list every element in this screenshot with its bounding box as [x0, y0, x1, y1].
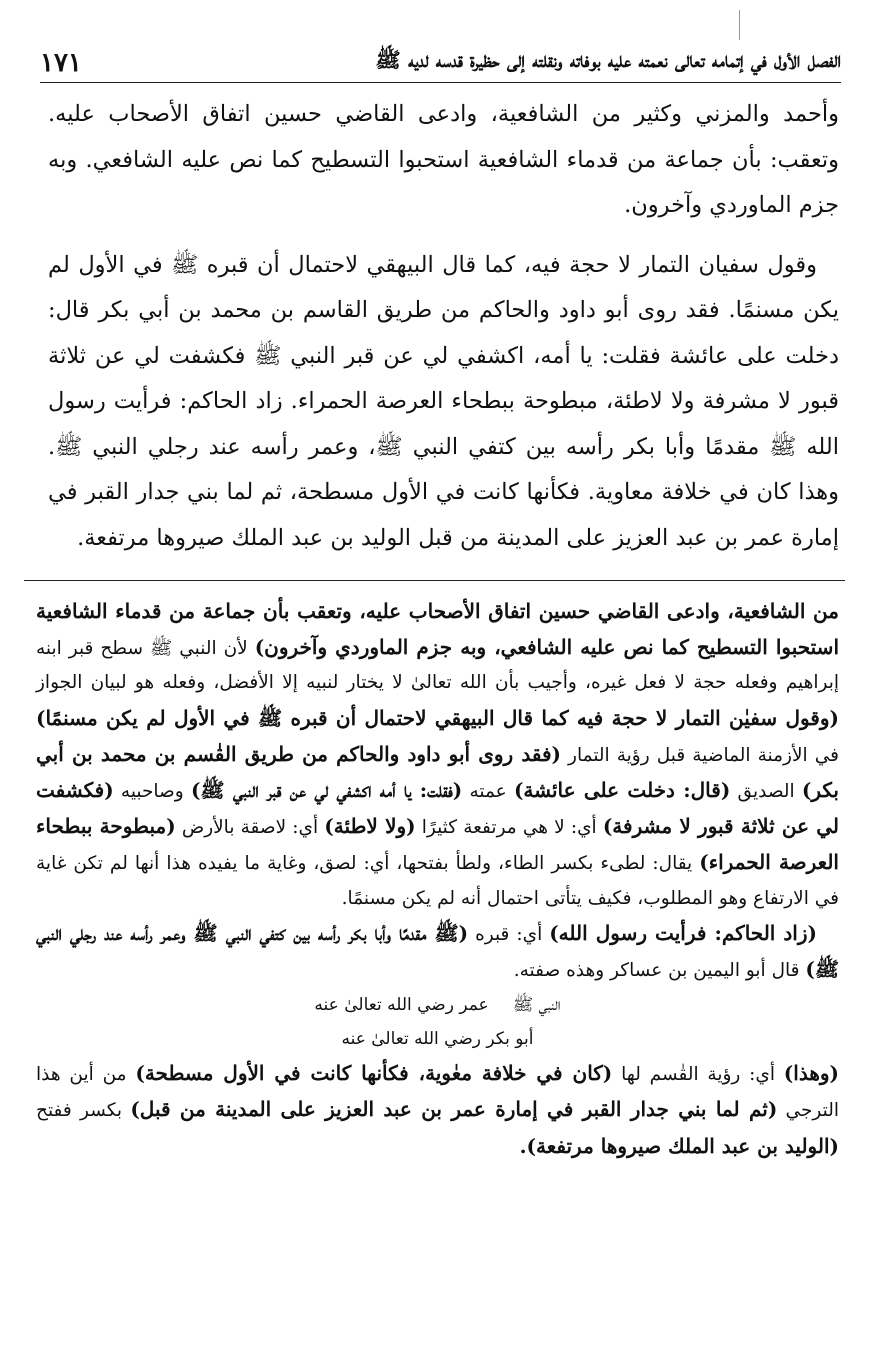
quoted-text: (ﷺ مقدمًا وأبا بكر رأسه بين كتفي النبي ﷺ وعمر رأسه عند رجلي النبي ﷺ)	[36, 920, 839, 982]
main-text	[48, 92, 839, 561]
gloss-text: أي: قبره	[468, 923, 550, 945]
quoted-text: (وهذا)	[783, 1061, 839, 1086]
gloss-text: أي: لا هي مرتفعة كثيرًا	[415, 817, 603, 839]
grave-label-umar: عمر رضي الله تعالىٰ عنه	[314, 995, 489, 1016]
quoted-text: (ولا لاطئة)	[324, 814, 416, 839]
graves-row-1	[36, 988, 839, 1022]
graves-row-2	[36, 1022, 839, 1056]
main-paragraph-2: وقول سفيان التمار لا حجة فيه، كما قال البيهقي لاحتمال أن قبره ﷺ في الأول لم يكن مسنمًا. فقد روى أبو داود والحاكم من طريق القاسم بن محمد بن أبي بكر قال: دخلت على عائشة فقلت: يا أمه، اكشفي لي عن قبر النبي ﷺ فكشفت لي عن ثلاثة قبور لا مشرفة ولا لاطئة، مبطوحة ببطحاء العرصة الحمراء. زاد الحاكم: فرأيت رسول الله ﷺ مقدمًا وأبا بكر رأسه بين كتفي النبي ﷺ، وعمر رأسه عند رجلي النبي ﷺ. وهذا كان في خلافة معاوية. فكأنها كانت في الأول مسطحة، ثم لما بني جدار القبر في إمارة عمر بن عبد العزيز على المدينة من قبل الوليد بن عبد الملك صيروها مرتفعة.	[48, 251, 839, 551]
gloss-text: عمته	[462, 781, 514, 803]
commentary-paragraph-1	[36, 594, 839, 916]
gloss-text: من أين هذا الترجي	[36, 1064, 839, 1122]
main-paragraph-1: وأحمد والمزني وكثير من الشافعية، وادعى القاضي حسين اتفاق الأصحاب عليه. وتعقب: بأن جماعة من قدماء الشافعية استحبوا التسطيح كما نص عليه الشافعي. وبه جزم الماوردي وآخرون.	[48, 101, 839, 218]
quoted-text: (فكشفت لي عن ثلاثة قبور لا مشرفة)	[36, 778, 840, 839]
grave-label-abubakr: أبو بكر رضي الله تعالىٰ عنه	[341, 1029, 534, 1050]
gloss-text: وصاحبيه	[113, 781, 191, 803]
quoted-text: (فقد روى أبو داود والحاكم من طريق القٰسم بن محمد بن أبي بكر)	[36, 741, 839, 803]
quoted-text: (فقلت: يا أمه اكشفي لي عن قبر النبي ﷺ)	[190, 778, 463, 803]
quoted-text: (الوليد بن عبد الملك صيروها مرتفعة).	[519, 1133, 839, 1158]
quoted-text: من الشافعية، وادعى القاضي حسين اتفاق الأصحاب عليه، وتعقب بأن جماعة من قدماء الشافعية استحبوا التسطيح كما نص عليه الشافعي، وبه جزم الماوردي وآخرون)	[36, 599, 839, 660]
quoted-text: (كان في خلافة معٰوية، فكأنها كانت في الأول مسطحة)	[135, 1061, 613, 1086]
gloss-text: في الأزمنة الماضية قبل رؤية التمار	[560, 744, 839, 766]
quoted-text: (ثم لما بني جدار القبر في إمارة عمر بن عبد العزيز على المدينة من قبل)	[130, 1097, 778, 1122]
separator-rule	[24, 580, 845, 581]
gloss-text: الصديق	[730, 781, 802, 803]
graves-diagram	[36, 988, 839, 1056]
gloss-text: بكسر ففتح	[36, 1100, 131, 1122]
gloss-text: لأن النبي ﷺ سطح قبر ابنه إبراهيم وفعله حجة لا فعل غيره، وأجيب بأن الله تعالىٰ لا يختار لنبيه إلا الأفضل، وفعله هو لبيان الجواز	[36, 638, 839, 694]
quoted-text: (زاد الحاكم: فرأيت رسول الله)	[549, 920, 817, 945]
grave-label-prophet: النبي ﷺ	[512, 995, 561, 1016]
gloss-text: أي: رؤية القٰسم لها	[612, 1064, 784, 1086]
gloss-text: أي: لاصقة بالأرض	[175, 817, 325, 839]
commentary-paragraph-2	[36, 916, 839, 988]
gloss-text: يقال: لطىء بكسر الطاء، ولطأ بفتحها، أي: لصق، وغاية ما يفيده هذا أنها لم تكن غاية في الارتفاع وهو المطلوب، فكيف يتأتى احتمال أنه لم يكن مسنمًا.	[36, 853, 839, 909]
commentary-text	[36, 594, 839, 1165]
page-header	[40, 28, 841, 83]
quoted-text: (وقول سفيٰن التمار لا حجة فيه كما قال البيهقي لاحتمال أن قبره ﷺ في الأول لم يكن مسنمًا)	[36, 705, 839, 730]
running-title: الفصل الأول في إتمامه تعالى نعمته عليه بوفاته ونقلته إلى حظيرة قدسه لديه ﷺ	[375, 47, 841, 72]
commentary-paragraph-3	[36, 1056, 839, 1165]
page-number: ١٧١	[40, 48, 82, 78]
quoted-text: (قال: دخلت على عائشة)	[513, 778, 731, 803]
quoted-text: (مبطوحة ببطحاء العرصة الحمراء)	[36, 814, 839, 875]
gloss-text: قال أبو اليمين بن عساكر وهذه صفته.	[513, 960, 806, 982]
